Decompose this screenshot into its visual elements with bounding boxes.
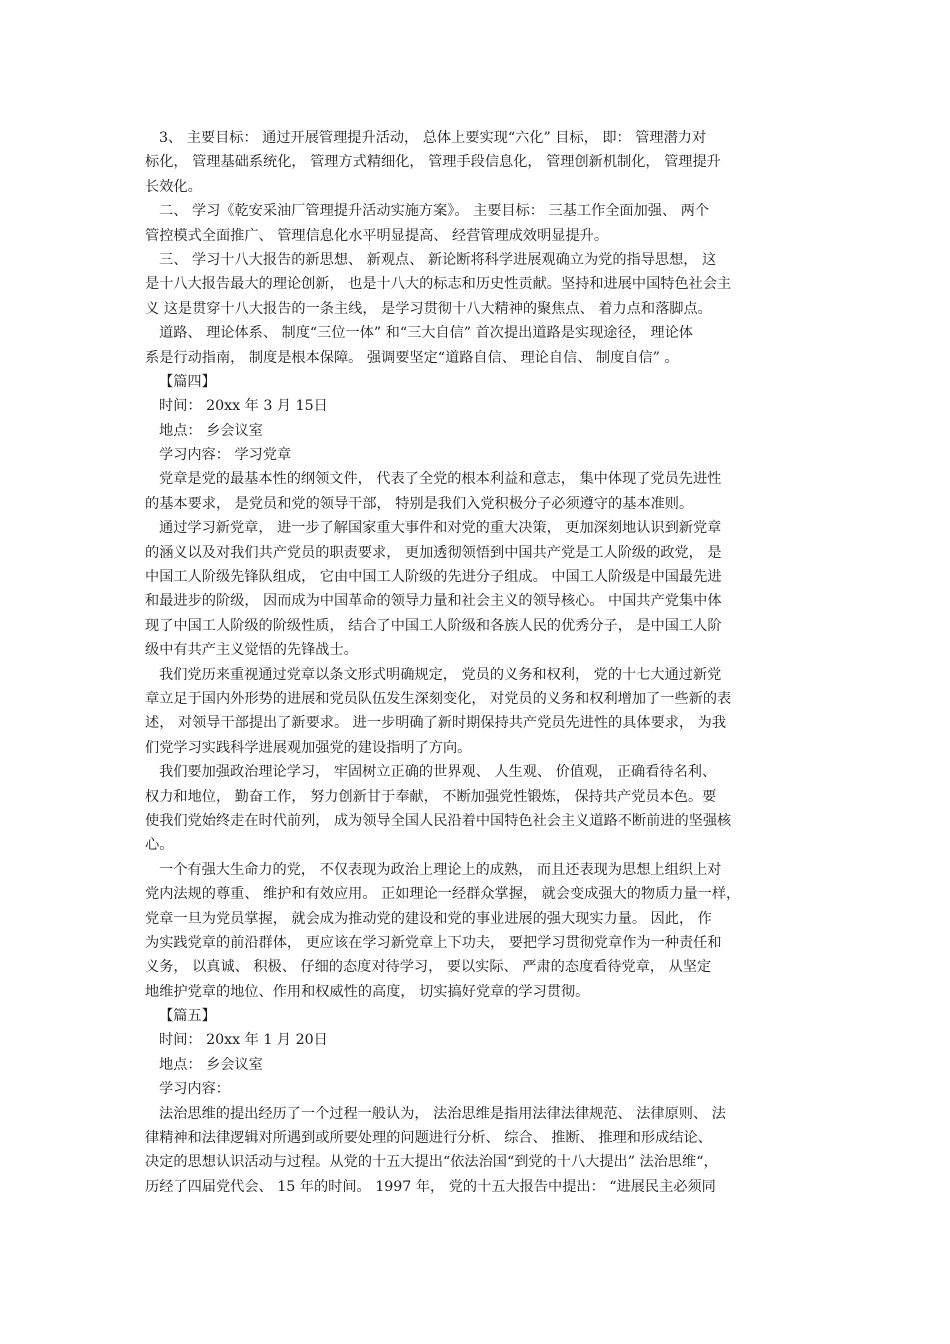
text-line: 权力和地位， 勤奋工作， 努力创新甘于奉献， 不断加强党性锻炼， 保持共产党员本色。要 <box>145 788 717 805</box>
text-line: 我们要加强政治理论学习， 牢固树立正确的世界观、 人生观、 价值观， 正确看待名利、 <box>159 764 717 781</box>
text-line: 义务， 以真诚、 积极、 仔细的态度对待学习， 要以实际、 严肃的态度看待党章， 从坚定 <box>145 959 712 976</box>
text-line: 时间： 20xx 年 1 月 20日 <box>159 1032 328 1049</box>
text-line: 法治思维的提出经历了一个过程一般认为， 法治思维是指用法律法律规范、 法律原则、 法 <box>159 1105 726 1122</box>
text-line: 地点： 乡会议室 <box>159 422 263 439</box>
text-line: 标化， 管理基础系统化， 管理方式精细化， 管理手段信息化， 管理创新机制化， 管理提升 <box>145 154 721 171</box>
text-line: 道路、 理论体系、 制度“三位一体” 和“三大自信” 首次提出道路是实现途径， 理论体 <box>159 325 693 342</box>
text-line: 系是行动指南， 制度是根本保障。 强调要坚定“道路自信、 理论自信、 制度自信” 。 <box>145 349 679 366</box>
text-line: 级中有共产主义觉悟的先锋战士。 <box>145 642 358 659</box>
text-line: 党章一旦为党员掌握， 就会成为推动党的建设和党的事业进展的强大现实力量。 因此， 作 <box>145 910 712 927</box>
text-line: 长效化。 <box>145 178 202 195</box>
text-line: 心。 <box>145 837 174 854</box>
text-line: 使我们党始终走在时代前列， 成为领导全国人民沿着中国特色社会主义道路不断前进的坚强核 <box>145 812 732 829</box>
text-line: 我们党历来重视通过党章以条文形式明确规定， 党员的义务和权利， 党的十七大通过新党 <box>159 666 722 683</box>
text-line: 【篇五】 <box>159 1008 216 1025</box>
text-line: 律精神和法律逻辑对所遇到或所要处理的问题进行分析、 综合、 推断、 推理和形成结论、 <box>145 1130 712 1147</box>
text-line: 章立足于国内外形势的进展和党员队伍发生深刻变化， 对党员的义务和权利增加了一些新的表 <box>145 690 732 707</box>
text-line: 义 这是贯穿十八大报告的一条主线， 是学习贯彻十八大精神的聚焦点、 着力点和落脚点。 <box>145 300 712 317</box>
text-line: 地点： 乡会议室 <box>159 1056 263 1073</box>
text-line: 述， 对领导干部提出了新要求。 进一步明确了新时期保持共产党员先进性的具体要求， 为我 <box>145 715 727 732</box>
text-line: 的基本要求， 是党员和党的领导干部， 特别是我们入党积极分子必须遵守的基本准则。 <box>145 495 694 512</box>
text-line: 们党学习实践科学进展观加强党的建设指明了方向。 <box>145 739 472 756</box>
text-line: 的涵义以及对我们共产党员的职责要求， 更加透彻领悟到中国共产党是工人阶级的政党， 是 <box>145 544 722 561</box>
text-line: 三、 学习十八大报告的新思想、 新观点、 新论断将科学进展观确立为党的指导思想， 这 <box>159 251 717 268</box>
text-line: 和最进步的阶级， 因而成为中国革命的领导力量和社会主义的领导核心。 中国共产党集中体 <box>145 593 722 610</box>
text-line: 学习内容： <box>159 1081 230 1098</box>
text-line: 时间： 20xx 年 3 月 15日 <box>159 398 328 415</box>
text-line: 通过学习新党章， 进一步了解国家重大事件和对党的重大决策， 更加深刻地认识到新党章 <box>159 520 722 537</box>
text-line: 决定的思想认识活动与过程。从党的十五大提出“依法治国“到党的十八大提出” 法治思维“， <box>145 1154 718 1171</box>
text-line: 党内法规的尊重、 维护和有效应用。 正如理论一经群众掌握， 就会变成强大的物质力量一样， <box>145 886 741 903</box>
text-line: 二、 学习《乾安采油厂管理提升活动实施方案》。 主要目标： 三基工作全面加强、 两个 <box>159 203 710 220</box>
text-line: 3、 主要目标： 通过开展管理提升活动， 总体上要实现“六化” 目标， 即： 管理潜力对 <box>159 130 707 146</box>
text-line: 党章是党的最基本性的纲领文件， 代表了全党的根本利益和意志， 集中体现了党员先进性 <box>159 471 722 488</box>
text-line: 学习内容： 学习党章 <box>159 447 292 464</box>
text-line: 中国工人阶级先锋队组成， 它由中国工人阶级的先进分子组成。 中国工人阶级是中国最先进 <box>145 569 722 586</box>
document-body <box>145 126 807 1199</box>
text-line: 为实践党章的前沿群体， 更应该在学习新党章上下功夫， 要把学习贯彻党章作为一种责任和 <box>145 934 722 951</box>
text-line: 管控模式全面推广、 管理信息化水平明显提高、 经营管理成效明显提升。 <box>145 227 609 244</box>
text-line: 现了中国工人阶级的阶级性质， 结合了中国工人阶级和各族人民的优秀分子， 是中国工人阶 <box>145 617 722 634</box>
text-line: 地维护党章的地位、作用和权威性的高度， 切实搞好党章的学习贯彻。 <box>145 983 590 1000</box>
text-line: 历经了四届党代会、 15 年的时间。 1997 年， 党的十五大报告中提出： “进展民主必须同 <box>145 1178 716 1195</box>
text-line: 一个有强大生命力的党， 不仅表现为政治上理论上的成熟， 而且还表现为思想上组织上对 <box>159 861 722 878</box>
text-line: 【篇四】 <box>159 373 216 390</box>
text-line: 是十八大报告最大的理论创新， 也是十八大的标志和历史性贡献。坚持和进展中国特色社会主 <box>145 276 732 293</box>
